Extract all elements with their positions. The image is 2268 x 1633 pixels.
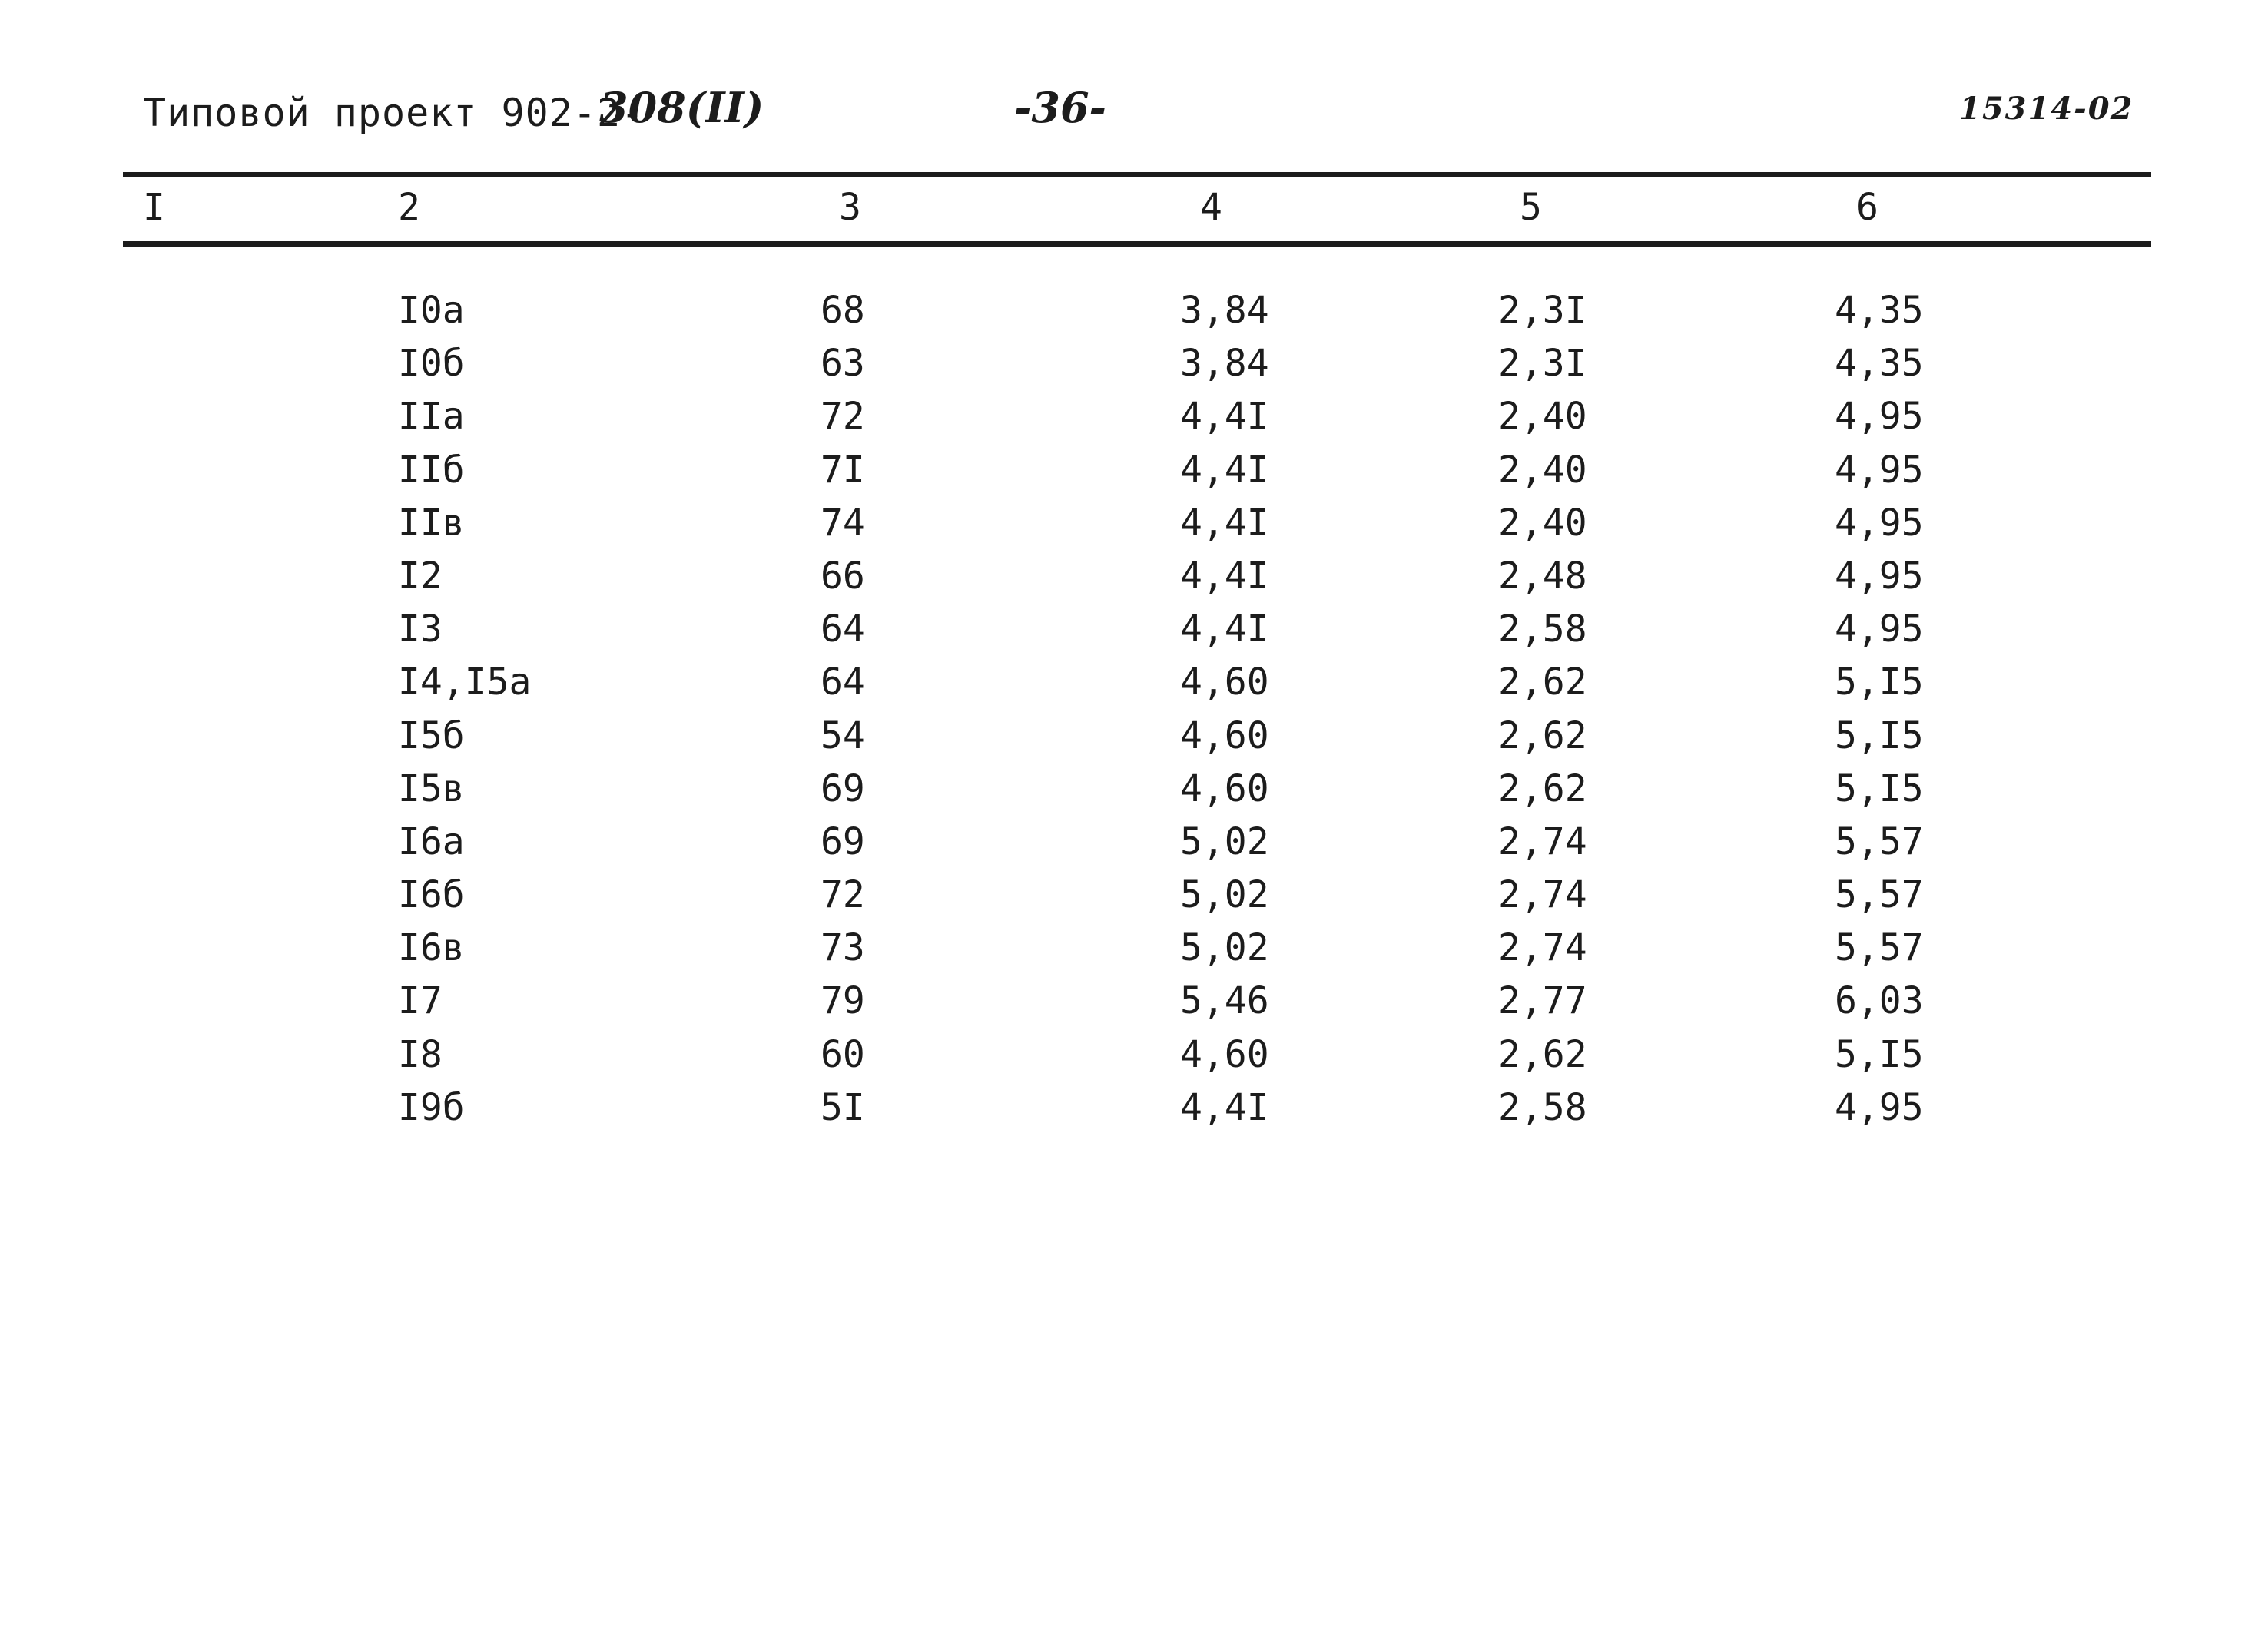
table-row [0,337,2268,390]
table-cell-col4: 3,84 [1180,342,1269,386]
table-cell-col4: 3,84 [1180,289,1269,332]
table-cell-col2: I7 [398,979,443,1023]
table-cell-col4: 4,4I [1180,608,1269,651]
table-row [0,922,2268,975]
table-top-rule [123,172,2151,177]
table-cell-col2: I6а [398,820,465,863]
table-cell-col2: I8 [398,1032,443,1076]
table-cell-col3: 79 [821,979,865,1023]
table-cell-col2: I6б [398,873,465,917]
table-cell-col4: 4,4I [1180,1085,1269,1129]
table-cell-col6: 4,95 [1835,448,1924,492]
table-row [0,869,2268,922]
table-cell-col4: 5,02 [1180,820,1269,863]
table-cell-col4: 4,60 [1180,1032,1269,1076]
table-cell-col5: 2,62 [1498,661,1587,704]
table-cell-col6: 4,35 [1835,289,1924,332]
table-row [0,497,2268,550]
project-label: Типовой проект 902-2- [143,91,645,135]
table-cell-col5: 2,74 [1498,820,1587,863]
table-cell-col3: 7I [821,448,865,492]
table-cell-col6: 5,57 [1835,820,1924,863]
table-cell-col2: I4,I5а [398,661,532,704]
table-cell-col3: 74 [821,501,865,545]
table-cell-col5: 2,74 [1498,926,1587,970]
table-cell-col4: 5,46 [1180,979,1269,1023]
table-cell-col5: 2,62 [1498,714,1587,757]
table-row [0,390,2268,443]
table-row [0,444,2268,497]
table-cell-col6: 5,I5 [1835,767,1924,810]
table-cell-col5: 2,40 [1498,501,1587,545]
table-cell-col6: 4,35 [1835,342,1924,386]
table-cell-col5: 2,3I [1498,342,1587,386]
table-cell-col5: 2,40 [1498,395,1587,439]
table-row [0,1081,2268,1134]
table-cell-col2: IIа [398,395,465,439]
table-row [0,816,2268,869]
table-cell-col2: IIв [398,501,465,545]
table-row [0,975,2268,1028]
table-cell-col3: 72 [821,395,865,439]
table-row [0,763,2268,816]
table-row [0,284,2268,337]
table-cell-col2: I3 [398,608,443,651]
table-cell-col4: 5,02 [1180,873,1269,917]
table-cell-col5: 2,74 [1498,873,1587,917]
table-cell-col3: 72 [821,873,865,917]
table-cell-col3: 54 [821,714,865,757]
table-row [0,550,2268,603]
table-cell-col4: 4,60 [1180,661,1269,704]
column-header-3: 3 [839,186,861,229]
table-cell-col3: 63 [821,342,865,386]
table-cell-col6: 4,95 [1835,395,1924,439]
table-row [0,710,2268,763]
table-cell-col6: 4,95 [1835,1085,1924,1129]
table-cell-col4: 4,60 [1180,714,1269,757]
table-cell-col3: 69 [821,820,865,863]
table-cell-col2: I2 [398,554,443,598]
table-cell-col4: 4,4I [1180,448,1269,492]
table-cell-col5: 2,62 [1498,767,1587,810]
table-cell-col6: 4,95 [1835,501,1924,545]
table-cell-col3: 69 [821,767,865,810]
project-suffix-handwritten: 308(II) [599,83,764,132]
table-row [0,603,2268,656]
table-cell-col3: 60 [821,1032,865,1076]
table-cell-col5: 2,48 [1498,554,1587,598]
table-cell-col6: 6,03 [1835,979,1924,1023]
table-cell-col4: 4,60 [1180,767,1269,810]
table-cell-col5: 2,58 [1498,608,1587,651]
table-cell-col2: I6в [398,926,465,970]
table-cell-col6: 5,57 [1835,873,1924,917]
table-cell-col3: 73 [821,926,865,970]
table-cell-col5: 2,58 [1498,1085,1587,1129]
table-cell-col6: 4,95 [1835,554,1924,598]
table-cell-col5: 2,3I [1498,289,1587,332]
table-cell-col5: 2,40 [1498,448,1587,492]
document-code: 15314-02 [1959,91,2134,127]
table-cell-col3: 64 [821,661,865,704]
column-header-6: 6 [1856,186,1878,229]
table-cell-col2: I5в [398,767,465,810]
table-cell-col2: I0б [398,342,465,386]
table-cell-col5: 2,77 [1498,979,1587,1023]
page-number: -36- [1014,83,1106,132]
column-header-4: 4 [1200,186,1222,229]
table-cell-col4: 4,4I [1180,501,1269,545]
table-body [0,284,2268,1134]
table-cell-col3: 64 [821,608,865,651]
column-header-5: 5 [1520,186,1542,229]
column-header-1: I [143,186,165,229]
table-row [0,656,2268,709]
table-cell-col2: I9б [398,1085,465,1129]
table-cell-col6: 5,I5 [1835,714,1924,757]
table-cell-col4: 4,4I [1180,554,1269,598]
table-cell-col2: IIб [398,448,465,492]
table-cell-col6: 5,I5 [1835,661,1924,704]
table-cell-col2: I5б [398,714,465,757]
table-row [0,1028,2268,1081]
table-cell-col2: I0а [398,289,465,332]
table-cell-col5: 2,62 [1498,1032,1587,1076]
table-header-rule [123,241,2151,247]
table-cell-col3: 66 [821,554,865,598]
table-cell-col3: 68 [821,289,865,332]
table-cell-col6: 4,95 [1835,608,1924,651]
column-header-2: 2 [398,186,420,229]
table-cell-col6: 5,I5 [1835,1032,1924,1076]
table-cell-col4: 4,4I [1180,395,1269,439]
table-cell-col6: 5,57 [1835,926,1924,970]
table-cell-col4: 5,02 [1180,926,1269,970]
table-cell-col3: 5I [821,1085,865,1129]
